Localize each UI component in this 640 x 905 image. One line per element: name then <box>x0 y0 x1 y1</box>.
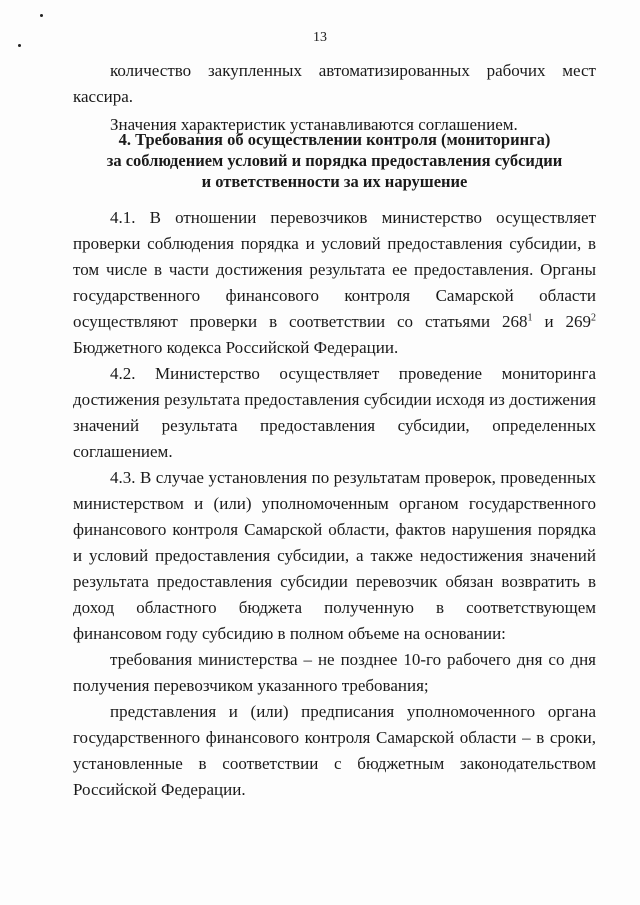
section-heading <box>73 129 596 192</box>
paragraph-4-3: 4.3. В случае установления по результатам проверок, проведенных министерством и (или) уполномоченным органом государственного финансового контроля Самарской области, фактов нарушения порядка и условий предоставления субсидии, а также недостижения значений результата предоставления субсидии перевозчик обязан возвратить в доход областного бюджета полученную в соответствующем финансовом году субсидию в полном объеме на основании: <box>73 468 596 643</box>
body-text <box>73 205 596 803</box>
superscript: 1 <box>527 312 533 324</box>
paragraph-requirement: требования министерства – не позднее 10-го рабочего дня со дня получения перевозчиком указанного требования; <box>73 650 596 695</box>
paragraph-text: и 269 <box>532 312 591 331</box>
text-line: количество закупленных автоматизированных рабочих мест кассира. <box>73 61 596 106</box>
paragraph-4-2: 4.2. Министерство осуществляет проведение мониторинга достижения результата предоставления субсидии исходя из достижения значений результата предоставления субсидии, определенных соглашением. <box>73 364 596 461</box>
scan-speck <box>40 14 43 17</box>
heading-line: за соблюдением условий и порядка предоставления субсидии <box>106 151 563 170</box>
paragraph-representation: представления и (или) предписания уполномоченного органа государственного финансового контроля Самарской области – в сроки, установленные в соответствии с бюджетным законодательством Российской Федерации. <box>73 702 596 799</box>
paragraph-text: 4.1. В отношении перевозчиков министерство осуществляет проверки соблюдения порядка и условий предоставления субсидии, в том числе в части достижения результата ее предоставления. Органы государственного финансового контроля Самарской области осуществляют проверки в соответствии со статьями 268 <box>73 208 596 331</box>
heading-line: и ответственности за их нарушение <box>201 172 468 191</box>
top-lines <box>73 58 596 138</box>
page-number: 13 <box>313 30 327 45</box>
paragraph-4-1 <box>73 205 596 361</box>
paragraph-text: Бюджетного кодекса Российской Федерации. <box>73 338 399 357</box>
text-line: Значения характеристик устанавливаются соглашением. <box>110 115 518 134</box>
superscript: 2 <box>591 312 596 324</box>
heading-line: 4. Требования об осуществлении контроля (мониторинга) <box>118 130 551 149</box>
